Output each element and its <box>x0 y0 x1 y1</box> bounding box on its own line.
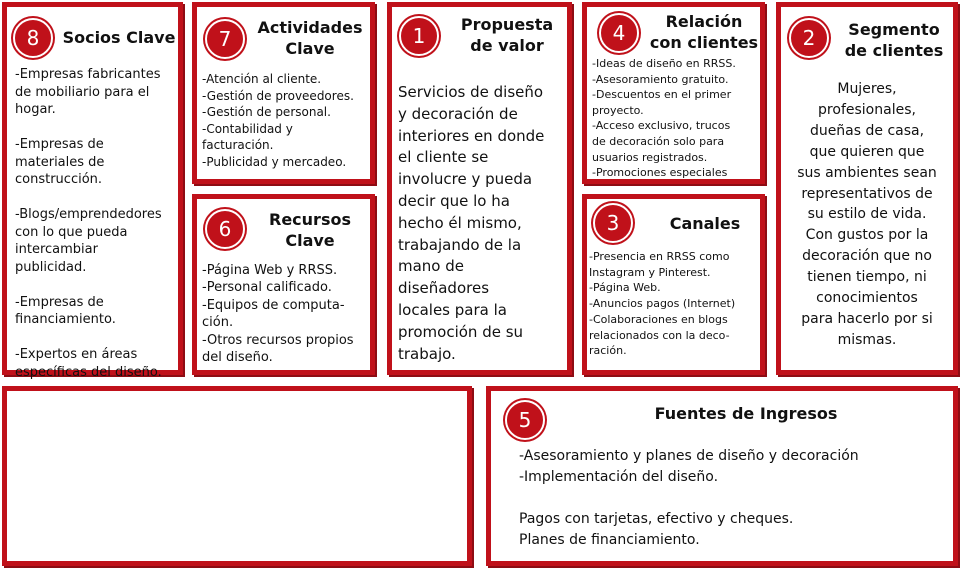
list-item: trabajo. <box>398 344 456 363</box>
list-item: su estilo de vida. <box>807 206 927 223</box>
list-item: hecho él mismo, <box>398 213 522 232</box>
title-line: Clave <box>285 39 335 58</box>
list-item: mismas. <box>837 331 897 348</box>
list-item: -Personal calificado. <box>202 280 332 296</box>
segmento-clientes-box <box>776 2 958 375</box>
list-item: -Gestión de proveedores. <box>202 88 354 103</box>
list-item: interiores en donde <box>398 126 545 145</box>
list-item: -Empresas de <box>15 294 104 310</box>
list-item: -Contabilidad y <box>202 121 293 136</box>
actividades-clave-list <box>202 71 354 171</box>
recursos-clave-title <box>255 209 365 251</box>
list-item <box>15 119 162 137</box>
list-item: -Colaboraciones en blogs <box>589 312 728 326</box>
list-item: construcción. <box>15 172 103 187</box>
number-badge-4: 4 <box>599 13 639 53</box>
relacion-clientes-title <box>645 11 763 53</box>
list-item: decir que lo ha <box>398 191 510 210</box>
segmento-clientes-text <box>781 79 953 351</box>
list-item: ción. <box>202 315 234 331</box>
list-item: ración. <box>589 344 627 358</box>
title-line: de clientes <box>844 41 944 60</box>
number-badge-5: 5 <box>505 400 545 440</box>
number-badge-7: 7 <box>205 19 245 59</box>
title-line: Recursos <box>269 210 351 229</box>
list-item: -Blogs/emprendedores <box>15 207 162 222</box>
list-item: facturación. <box>202 138 274 153</box>
canales-list <box>589 249 735 359</box>
title-line: Relación <box>665 12 743 31</box>
segmento-clientes-title <box>837 19 951 61</box>
recursos-clave-box <box>192 194 375 375</box>
list-item: -Empresas fabricantes <box>15 67 161 82</box>
list-item: -Equipos de computa- <box>202 297 345 313</box>
list-item: -Página Web y RRSS. <box>202 263 338 278</box>
title-line: Propuesta <box>460 15 554 34</box>
list-item: -Acceso exclusivo, trucos <box>592 119 731 133</box>
propuesta-valor-box <box>387 2 572 375</box>
list-item: intercambiar <box>15 242 98 257</box>
list-item: de decoración solo para <box>592 134 725 148</box>
propuesta-valor-title <box>452 14 562 56</box>
list-item: -Descuentos en el primer <box>592 88 732 102</box>
list-item: -Página Web. <box>589 281 661 295</box>
list-item: usuarios registrados. <box>592 150 708 164</box>
list-item: -Ideas de diseño en RRSS. <box>592 57 736 70</box>
list-item: del diseño. <box>202 350 273 366</box>
relacion-clientes-list <box>592 56 736 181</box>
list-item: involucre y pueda <box>398 170 533 189</box>
list-item: el cliente se <box>398 148 489 167</box>
list-item: decoración que no <box>802 248 932 265</box>
list-item: -Promociones especiales <box>592 166 728 180</box>
number-badge-6: 6 <box>205 209 245 249</box>
list-item: -Anuncios pagos (Internet) <box>589 297 736 311</box>
list-item: -Empresas de <box>15 137 104 152</box>
number-badge-3: 3 <box>593 203 633 243</box>
title-line: con clientes <box>649 33 759 52</box>
list-item: locales para la <box>398 300 507 319</box>
list-item <box>15 189 162 207</box>
propuesta-valor-text <box>398 82 544 365</box>
list-item: conocimientos <box>816 290 918 307</box>
list-item: -Gestión de personal. <box>202 105 331 120</box>
title-line: Clave <box>285 231 335 250</box>
list-item: relacionados con la deco- <box>589 328 730 342</box>
list-item: para hacerlo por si <box>801 310 933 327</box>
canales-title: Canales <box>669 214 741 233</box>
list-item: -Asesoramiento y planes de diseño y decoración <box>519 448 859 464</box>
number-badge-1: 1 <box>399 16 439 56</box>
list-item: proyecto. <box>592 103 644 117</box>
list-item: Mujeres, <box>837 81 897 97</box>
title-line: de valor <box>470 36 544 55</box>
fuentes-ingresos-title: Fuentes de Ingresos <box>654 404 838 423</box>
list-item: sus ambientes sean <box>797 164 937 181</box>
list-item: que quieren que <box>809 143 925 160</box>
socios-clave-title: Socios Clave <box>62 28 176 47</box>
list-item: materiales de <box>15 154 105 170</box>
list-item: -Presencia en RRSS como <box>589 250 730 263</box>
socios-clave-box <box>2 2 183 380</box>
list-item: representativos de <box>801 185 933 202</box>
list-item: -Expertos en áreas <box>15 347 138 362</box>
list-item: -Atención al cliente. <box>202 72 322 86</box>
list-item: publicidad. <box>15 259 87 275</box>
list-item: Pagos con tarjetas, efectivo y cheques. <box>519 511 794 527</box>
list-item: financiamiento. <box>15 312 116 327</box>
list-item: dueñas de casa, <box>809 122 925 139</box>
relacion-clientes-box <box>582 2 765 184</box>
list-item: Con gustos por la <box>805 227 929 244</box>
list-item: promoción de su <box>398 322 524 341</box>
number-badge-2: 2 <box>789 18 829 58</box>
actividades-clave-title <box>249 17 371 59</box>
list-item: -Asesoramiento gratuito. <box>592 72 729 86</box>
list-item: diseñadores <box>398 279 490 298</box>
list-item: -Publicidad y mercadeo. <box>202 154 347 169</box>
list-item: y decoración de <box>398 104 518 123</box>
list-item: Servicios de diseño <box>398 83 544 101</box>
list-item <box>15 329 162 347</box>
title-line: Segmento <box>848 20 940 39</box>
recursos-clave-list <box>202 262 354 366</box>
list-item: específicas del diseño. <box>15 364 162 380</box>
list-item: de mobiliario para el <box>15 84 150 100</box>
fuentes-ingresos-list <box>519 446 859 551</box>
list-item <box>519 488 859 509</box>
list-item: tienen tiempo, ni <box>807 269 927 286</box>
title-line: Actividades <box>257 18 363 37</box>
list-item <box>15 276 162 294</box>
socios-clave-list <box>15 66 162 381</box>
list-item: Planes de financiamiento. <box>519 532 700 548</box>
list-item: hogar. <box>15 102 56 117</box>
list-item: trabajando de la <box>398 235 522 254</box>
canales-box <box>582 194 765 375</box>
list-item: con lo que pueda <box>15 224 128 240</box>
number-badge-8: 8 <box>13 18 53 58</box>
empty-box <box>2 386 472 566</box>
list-item: profesionales, <box>818 101 916 118</box>
fuentes-ingresos-box <box>486 386 958 566</box>
actividades-clave-box <box>192 2 375 184</box>
list-item: Instagram y Pinterest. <box>589 265 711 279</box>
list-item: -Otros recursos propios <box>202 332 354 348</box>
list-item: mano de <box>398 257 465 276</box>
list-item: -Implementación del diseño. <box>519 469 719 485</box>
